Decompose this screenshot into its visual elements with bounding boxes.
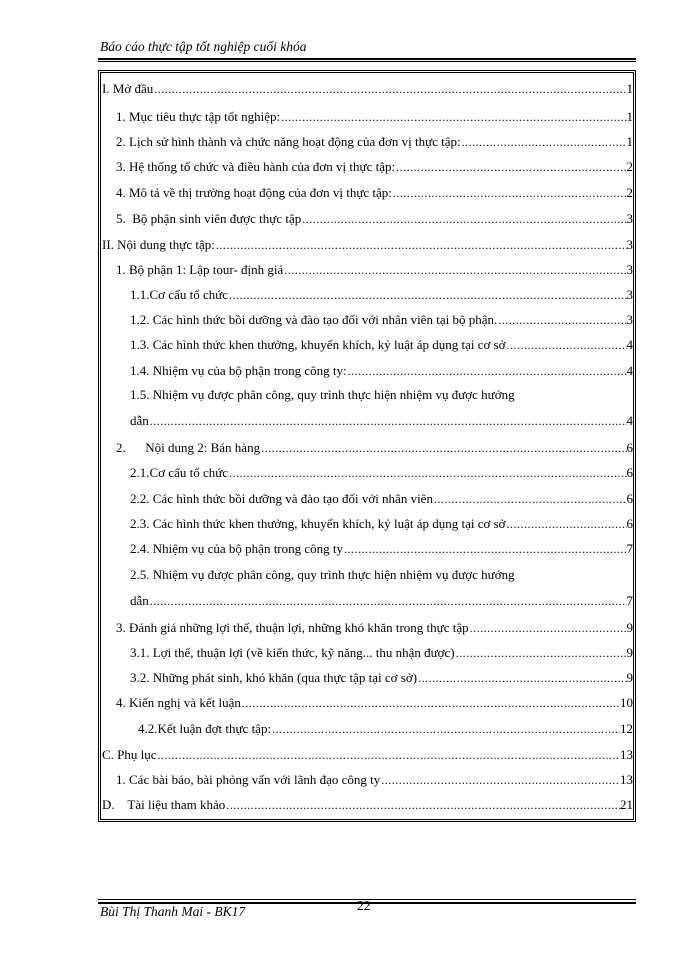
toc-entry-page: 3 (626, 237, 633, 252)
toc-entry[interactable] (116, 104, 633, 130)
toc-entry-label-cont: dẫn (130, 413, 149, 428)
toc-entry-label: II. Nội dung thực tập: (102, 237, 215, 252)
toc-leader-dots (507, 332, 627, 358)
toc-entry-page: 2 (626, 185, 633, 200)
toc-leader-dots (381, 767, 620, 793)
toc-entry-page: 1 (626, 109, 633, 124)
header-rule-thin (98, 61, 636, 62)
toc-entry[interactable] (130, 536, 633, 562)
toc-entry-label-cont: dẫn (130, 593, 149, 608)
toc-leader-dots (434, 486, 627, 512)
toc-entry[interactable] (116, 615, 633, 641)
toc-entry-label: 2.2. Các hình thức bồi dưỡng và đào tạo đối với nhân viên (130, 491, 433, 506)
toc-entry-label: I. Mở đầu (102, 81, 154, 96)
toc-entry-label: D. Tài liệu tham khảo (102, 797, 226, 812)
toc-entry-page: 13 (620, 747, 633, 762)
toc-entry[interactable] (116, 206, 633, 232)
toc-entry-label: 5. Bộ phận sinh viên được thực tập (116, 211, 302, 226)
toc-entry-page: 1 (626, 134, 633, 149)
toc-entry-page: 3 (626, 262, 633, 277)
toc-entry[interactable] (102, 232, 633, 258)
toc-entry-page: 7 (626, 593, 633, 608)
toc-entry-label: 2.1.Cơ cấu tổ chức (130, 465, 229, 480)
toc-entry[interactable] (116, 180, 633, 206)
page-number: 22 (357, 898, 371, 913)
toc-entry-label: 1.2. Các hình thức bồi dưỡng và đào tạo đối với nhân viên tại bộ phận. (130, 312, 498, 327)
toc-entry-page: 21 (620, 797, 633, 812)
toc-entry[interactable] (102, 792, 633, 818)
toc-leader-dots (150, 408, 627, 434)
toc-entry-label: 4. Kiến nghị và kết luận (116, 695, 241, 710)
toc-leader-dots (498, 307, 626, 333)
toc-entry-page: 13 (620, 772, 633, 787)
toc-entry[interactable] (130, 358, 633, 384)
toc-leader-dots (158, 742, 620, 768)
toc-entry-label: 1.4. Nhiệm vụ của bộ phận trong công ty: (130, 363, 347, 378)
toc-entry[interactable] (130, 307, 633, 333)
toc-leader-dots (348, 358, 627, 384)
toc-entry[interactable] (116, 257, 633, 283)
toc-entry[interactable] (130, 382, 633, 434)
toc-entry-page: 9 (626, 645, 633, 660)
toc-entry-page: 3 (626, 287, 633, 302)
toc-entry[interactable] (130, 486, 633, 512)
toc-entry-page: 7 (626, 541, 633, 556)
toc-entry[interactable] (130, 511, 633, 537)
toc-leader-dots (302, 206, 626, 232)
toc-leader-dots (344, 536, 626, 562)
toc-entry-label: 1. Bộ phận 1: Lập tour- định giá (116, 262, 284, 277)
toc-entry-page: 3 (626, 211, 633, 226)
toc-entry-page: 6 (626, 516, 633, 531)
toc-entry[interactable] (116, 435, 633, 461)
toc-leader-dots (462, 129, 627, 155)
toc-entry-page: 10 (620, 695, 633, 710)
toc-entry[interactable] (130, 640, 633, 666)
toc-entry-page: 4 (626, 413, 633, 428)
toc-leader-dots (154, 76, 626, 102)
toc-entry-page: 9 (626, 620, 633, 635)
toc-entry-page: 4 (626, 337, 633, 352)
toc-entry-page: 2 (626, 159, 633, 174)
toc-entry-page: 6 (626, 440, 633, 455)
toc-entry[interactable] (116, 767, 633, 793)
toc-entry-label: 4.2.Kết luận đợt thực tập: (138, 721, 272, 736)
toc-entry-label: 1. Các bài báo, bài phỏng vấn với lãnh đạo công ty (116, 772, 381, 787)
toc-leader-dots (418, 665, 626, 691)
toc-entry-label: 2. Lịch sử hình thành và chức năng hoạt động của đơn vị thực tập: (116, 134, 461, 149)
toc-leader-dots (393, 180, 627, 206)
toc-leader-dots (272, 716, 620, 742)
toc-entry[interactable] (116, 154, 633, 180)
toc-entry-label: 1. Mục tiêu thực tập tốt nghiệp: (116, 109, 281, 124)
toc-entry-label: 3. Đánh giá những lợi thế, thuận lợi, những khó khăn trong thực tập (116, 620, 469, 635)
toc-entry-page: 3 (626, 312, 633, 327)
header-rule (98, 58, 636, 60)
toc-leader-dots (242, 690, 620, 716)
toc-entry-label: C. Phụ lục (102, 747, 157, 762)
toc-entry[interactable] (102, 742, 633, 768)
toc-entry-label: 3.1. Lợi thế, thuận lợi (về kiến thức, kỹ năng... thu nhận được) (130, 645, 455, 660)
toc-entry[interactable] (138, 716, 633, 742)
toc-entry-page: 12 (620, 721, 633, 736)
toc-leader-dots (456, 640, 627, 666)
toc-entry[interactable] (130, 332, 633, 358)
toc-leader-dots (229, 282, 626, 308)
toc-entry[interactable] (130, 665, 633, 691)
toc-entry-label: 1.3. Các hình thức khen thưởng, khuyến khích, kỷ luật áp dụng tại cơ sở (130, 337, 506, 352)
toc-entry-page: 9 (626, 670, 633, 685)
toc-leader-dots (281, 104, 626, 130)
toc-entry-label: 3.2. Những phát sinh, khó khăn (qua thực tập tại cơ sở) (130, 670, 418, 685)
toc-entry-label: 4. Mô tả về thị trường hoạt động của đơn vị thực tập: (116, 185, 392, 200)
toc-entry-label: 2.3. Các hình thức khen thưởng, khuyến khích, kỷ luật áp dụng tại cơ sở (130, 516, 506, 531)
toc-leader-dots (229, 460, 626, 486)
toc-entry-label: 3. Hệ thống tổ chức và điều hành của đơn vị thực tập: (116, 159, 396, 174)
toc-leader-dots (507, 511, 627, 537)
toc-entry[interactable] (116, 690, 633, 716)
toc-entry-label: 1.1.Cơ cấu tổ chức (130, 287, 229, 302)
toc-leader-dots (216, 232, 627, 258)
footer-author: Bùi Thị Thanh Mai - BK17 (100, 904, 246, 919)
toc-leader-dots (150, 588, 627, 614)
toc-entry-page: 1 (626, 81, 633, 96)
toc-entry-label: 2.5. Nhiệm vụ được phân công, quy trình thực hiện nhiệm vụ được hướng (130, 567, 515, 582)
toc-entry-label: 2.4. Nhiệm vụ của bộ phận trong công ty (130, 541, 344, 556)
header-title: Báo cáo thực tập tốt nghiệp cuối khóa (100, 39, 307, 54)
toc-leader-dots (261, 435, 626, 461)
toc-entry-page: 6 (626, 465, 633, 480)
toc-entry[interactable] (130, 562, 633, 614)
toc-entry[interactable] (116, 129, 633, 155)
toc-leader-dots (396, 154, 626, 180)
toc-entry[interactable] (130, 282, 633, 308)
toc-leader-dots (284, 257, 626, 283)
toc-entry-label: 1.5. Nhiệm vụ được phân công, quy trình thực hiện nhiệm vụ được hướng (130, 387, 515, 402)
toc-entry-label: 2. Nội dung 2: Bán hàng (116, 440, 261, 455)
toc-entry-page: 4 (626, 363, 633, 378)
toc-entry[interactable] (102, 76, 633, 102)
toc-entry[interactable] (130, 460, 633, 486)
toc-leader-dots (470, 615, 627, 641)
toc-leader-dots (226, 792, 620, 818)
toc-entry-page: 6 (626, 491, 633, 506)
